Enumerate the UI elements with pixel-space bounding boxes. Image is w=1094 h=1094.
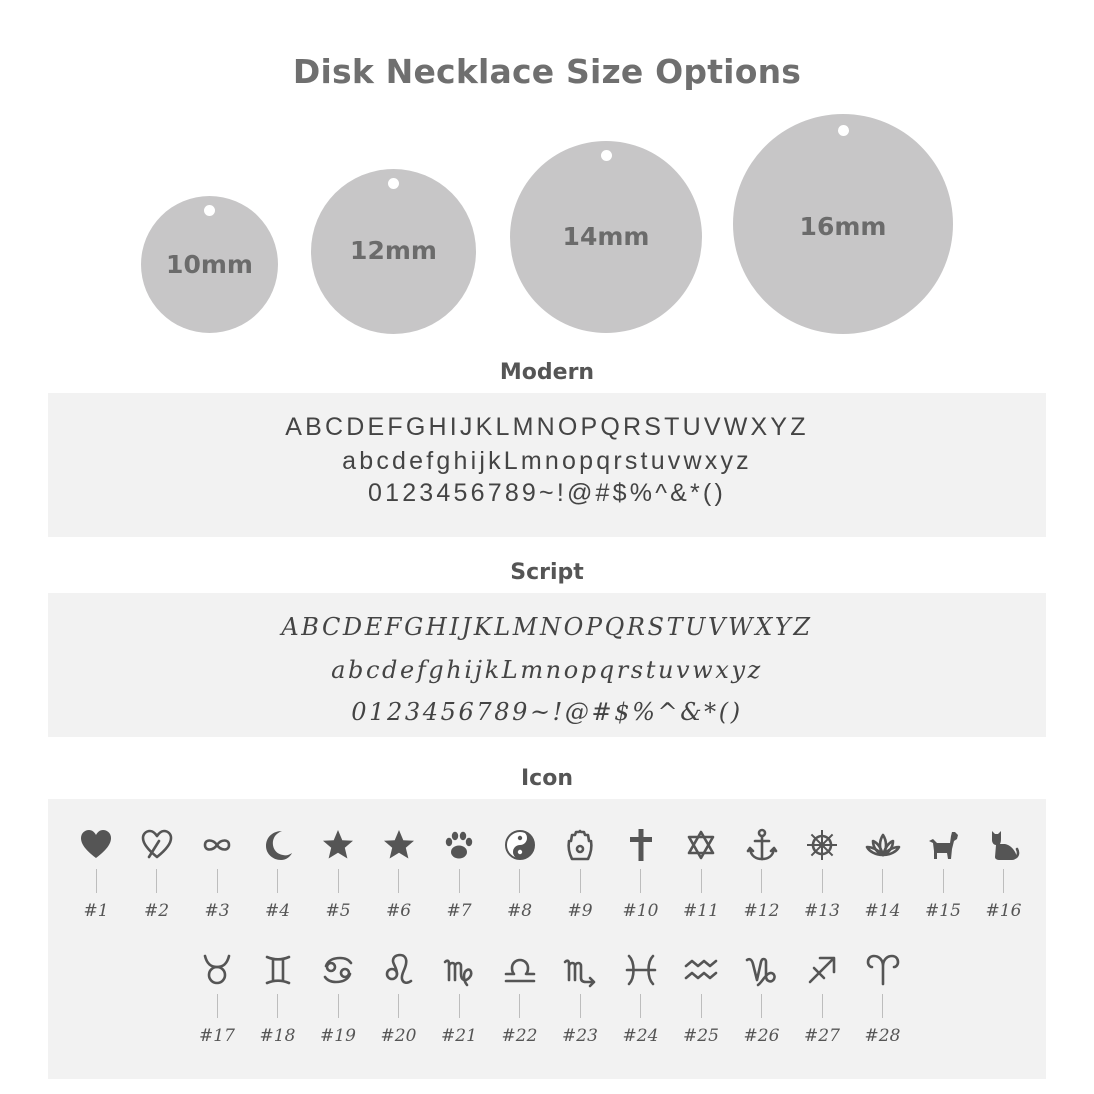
icon-number-label: #22 <box>501 1026 538 1046</box>
cat-icon <box>974 827 1034 863</box>
icon-option <box>913 827 973 921</box>
capricorn-icon <box>732 952 792 988</box>
connector-line <box>882 869 883 893</box>
connector-line <box>822 869 823 893</box>
paw-icon <box>429 827 489 863</box>
icon-number-label: #6 <box>385 901 412 921</box>
icon-number-label: #7 <box>446 901 472 921</box>
cross-icon <box>611 827 671 863</box>
disk-hole <box>838 125 849 136</box>
icon-number-label: #3 <box>204 901 230 921</box>
connector-line <box>96 869 97 893</box>
disk-size-label: 12mm <box>350 236 437 265</box>
icon-option <box>369 952 429 1046</box>
virgo-icon <box>429 952 489 988</box>
page-title: Disk Necklace Size Options <box>292 52 802 91</box>
connector-line <box>217 869 218 893</box>
ship-wheel-icon <box>792 827 852 863</box>
modern-section-title: Modern <box>499 360 595 385</box>
script-section-title: Script <box>510 560 584 585</box>
icon-number-label: #27 <box>804 1026 840 1046</box>
icon-number-label: #1 <box>83 901 109 921</box>
lotus-icon <box>853 827 913 863</box>
icon-option <box>611 952 671 1046</box>
disk-10mm <box>141 196 278 333</box>
icon-option <box>127 827 187 921</box>
dog-icon <box>913 827 973 863</box>
disk-hole <box>601 150 612 161</box>
connector-line <box>519 994 520 1018</box>
aquarius-icon <box>671 952 731 988</box>
aries-icon <box>853 952 913 988</box>
icon-option <box>550 827 610 921</box>
script-uppercase: ABCDEFGHIJKLMNOPQRSTUVWXYZ <box>281 613 813 641</box>
scorpio-icon <box>550 952 610 988</box>
icon-number-label: #21 <box>441 1026 477 1046</box>
icon-number-label: #19 <box>320 1026 356 1046</box>
taurus-icon <box>187 952 247 988</box>
icon-option <box>732 827 792 921</box>
icon-number-label: #16 <box>985 901 1022 921</box>
icon-option <box>490 952 550 1046</box>
icon-number-label: #20 <box>380 1026 417 1046</box>
icon-option <box>187 952 247 1046</box>
script-lowercase: abcdefghijkLmnopqrstuvwxyz <box>331 656 763 684</box>
icon-number-label: #4 <box>264 901 291 921</box>
disk-hole <box>388 178 399 189</box>
icon-option <box>792 952 852 1046</box>
connector-line <box>519 869 520 893</box>
disk-12mm <box>311 169 476 334</box>
connector-line <box>943 869 944 893</box>
connector-line <box>580 869 581 893</box>
icon-number-label: #25 <box>683 1026 719 1046</box>
connector-line <box>640 994 641 1018</box>
connector-line <box>277 994 278 1018</box>
star-icon <box>308 827 368 863</box>
icon-option <box>187 827 247 921</box>
icon-option <box>66 827 126 921</box>
connector-line <box>822 994 823 1018</box>
icon-number-label: #12 <box>743 901 780 921</box>
sagittarius-icon <box>792 952 852 988</box>
gemini-icon <box>248 952 308 988</box>
connector-line <box>1003 869 1004 893</box>
heart-icon <box>66 827 126 863</box>
icon-option <box>429 952 489 1046</box>
pisces-icon <box>611 952 671 988</box>
icon-number-label: #9 <box>567 901 593 921</box>
icon-option <box>732 952 792 1046</box>
icon-number-label: #17 <box>199 1026 235 1046</box>
icon-number-label: #8 <box>506 901 533 921</box>
anchor-icon <box>732 827 792 863</box>
connector-line <box>640 869 641 893</box>
icon-number-label: #13 <box>804 901 840 921</box>
connector-line <box>459 869 460 893</box>
icon-option <box>308 952 368 1046</box>
icon-option <box>550 952 610 1046</box>
connector-line <box>459 994 460 1018</box>
icon-number-label: #5 <box>325 901 351 921</box>
icon-option <box>369 827 429 921</box>
icon-option <box>248 827 308 921</box>
icon-number-label: #18 <box>259 1026 296 1046</box>
connector-line <box>580 994 581 1018</box>
connector-line <box>338 869 339 893</box>
hamsa-icon <box>550 827 610 863</box>
icon-option <box>671 952 731 1046</box>
connector-line <box>156 869 157 893</box>
icon-number-label: #10 <box>622 901 659 921</box>
disk-14mm <box>510 141 702 333</box>
yin-yang-icon <box>490 827 550 863</box>
infinity-icon <box>187 827 247 863</box>
connector-line <box>701 869 702 893</box>
connector-line <box>398 994 399 1018</box>
connector-line <box>761 994 762 1018</box>
icon-option <box>853 827 913 921</box>
icon-option <box>611 827 671 921</box>
connector-line <box>882 994 883 1018</box>
icon-number-label: #11 <box>683 901 719 921</box>
icon-option <box>429 827 489 921</box>
leo-icon <box>369 952 429 988</box>
script-digits-symbols: 0123456789~!@#$%^&*() <box>351 698 743 726</box>
connector-line <box>398 869 399 893</box>
icon-option <box>671 827 731 921</box>
cancer-icon <box>308 952 368 988</box>
modern-font-panel <box>48 393 1046 537</box>
icon-section-title: Icon <box>520 766 573 791</box>
disk-16mm <box>733 114 953 334</box>
disk-hole <box>204 205 215 216</box>
disk-size-label: 16mm <box>799 212 887 241</box>
disk-size-label: 10mm <box>166 250 253 279</box>
icon-option <box>792 827 852 921</box>
libra-icon <box>490 952 550 988</box>
connector-line <box>701 994 702 1018</box>
icon-option <box>853 952 913 1046</box>
connector-line <box>761 869 762 893</box>
star-of-david-icon <box>671 827 731 863</box>
icon-option <box>308 827 368 921</box>
modern-uppercase: ABCDEFGHIJKLMNOPQRSTUVWXYZ <box>285 413 809 441</box>
icon-option <box>248 952 308 1046</box>
icon-option <box>974 827 1034 921</box>
star-icon <box>369 827 429 863</box>
connector-line <box>277 869 278 893</box>
icon-number-label: #15 <box>925 901 961 921</box>
crescent-moon-icon <box>248 827 308 863</box>
connector-line <box>338 994 339 1018</box>
icon-number-label: #14 <box>864 901 901 921</box>
icon-number-label: #24 <box>622 1026 659 1046</box>
modern-digits-symbols: 0123456789~!@#$%^&*() <box>368 479 726 507</box>
icon-number-label: #23 <box>562 1026 598 1046</box>
icon-number-label: #28 <box>864 1026 901 1046</box>
script-font-panel <box>48 593 1046 737</box>
icon-number-label: #2 <box>143 901 170 921</box>
connector-line <box>217 994 218 1018</box>
modern-lowercase: abcdefghijkLmnopqrstuvwxyz <box>342 447 752 475</box>
icon-option <box>490 827 550 921</box>
icon-number-label: #26 <box>743 1026 780 1046</box>
heart-outline-icon <box>127 827 187 863</box>
disk-size-label: 14mm <box>562 222 650 251</box>
